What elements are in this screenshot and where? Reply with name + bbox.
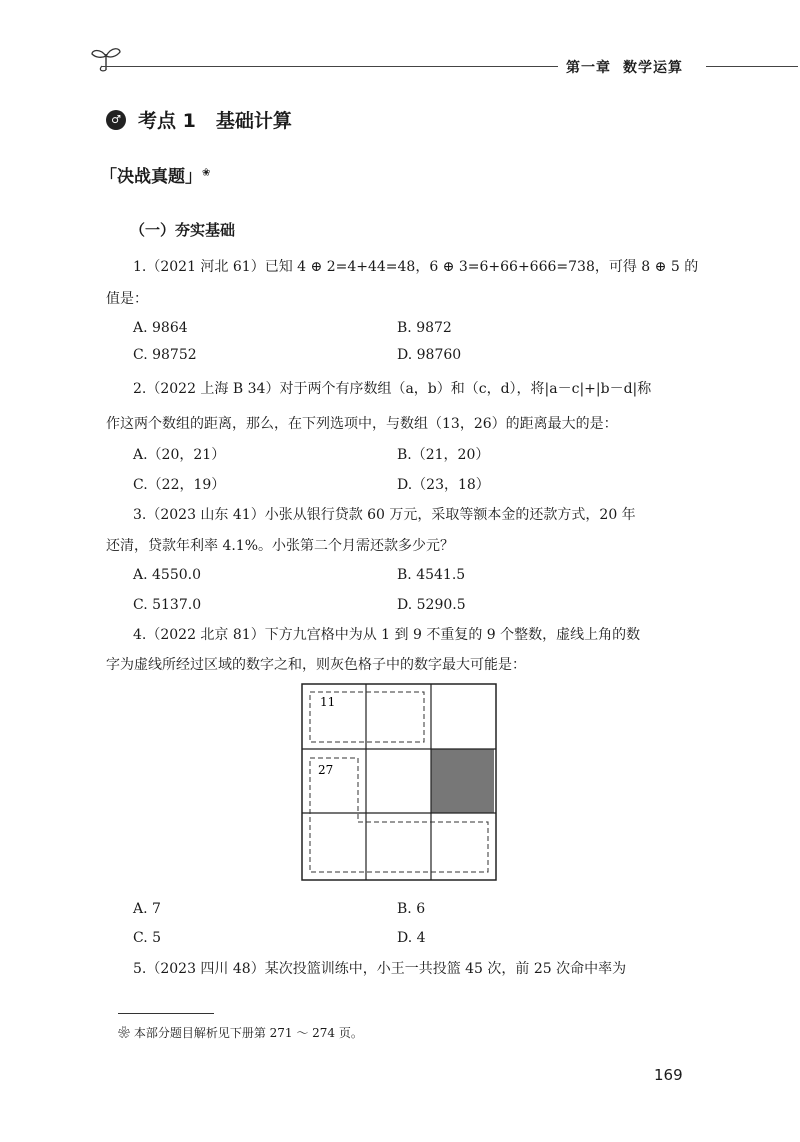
q4-option-c: C. 5 (133, 930, 162, 946)
section-name: 基础计算 (215, 110, 292, 132)
subtitle-text: 「决战真题」 (100, 167, 202, 187)
grid-label-11: 11 (320, 695, 336, 709)
nine-grid-figure (300, 682, 500, 884)
q1-option-a: A. 9864 (133, 320, 188, 336)
gray-cell (431, 749, 494, 813)
chapter-label: 第一章 (566, 60, 611, 76)
q2-option-d: D.（23，18） (397, 477, 490, 493)
chapter-title: 数学运算 (623, 60, 683, 76)
q4-option-d: D. 4 (397, 930, 426, 946)
q4-option-b: B. 6 (397, 901, 426, 917)
question-1-line-2: 值是： (106, 291, 148, 307)
part-title: （一）夯实基础 (130, 221, 236, 239)
q2-option-a: A.（20，21） (133, 447, 226, 463)
q1-option-c: C. 98752 (133, 347, 197, 363)
leaf-icon (88, 44, 124, 72)
header-rule (102, 66, 558, 67)
section-label: 考点 1 (138, 110, 196, 132)
question-3-line-1: 3.（2023 山东 41）小张从银行贷款 60 万元，采取等额本金的还款方式，20 年 (133, 507, 636, 523)
question-2-line-1: 2.（2022 上海 B 34）对于两个有序数组（a，b）和（c，d），将|a－c|+|b－d|称 (133, 381, 652, 397)
question-4-line-2: 字为虚线所经过区域的数字之和，则灰色格子中的数字最大可能是： (106, 657, 526, 673)
question-4-line-1: 4.（2022 北京 81）下方九宫格中为从 1 到 9 不重复的 9 个整数，虚线上角的数 (133, 627, 641, 643)
question-5-line-1: 5.（2023 四川 48）某次投篮训练中，小王一共投篮 45 次，前 25 次命中率为 (133, 961, 627, 977)
flower-mark-icon: ❀ (202, 167, 211, 179)
section-title (106, 106, 292, 133)
header-rule (706, 66, 798, 67)
section-badge-icon: ♂ (106, 110, 126, 130)
q3-option-c: C. 5137.0 (133, 597, 202, 613)
q3-option-a: A. 4550.0 (133, 567, 201, 583)
q3-option-b: B. 4541.5 (397, 567, 466, 583)
footnote-rule (118, 1013, 214, 1014)
q1-option-b: B. 9872 (397, 320, 452, 336)
page-number: 169 (654, 1066, 683, 1084)
q1-option-d: D. 98760 (397, 347, 462, 363)
q3-option-d: D. 5290.5 (397, 597, 466, 613)
q2-option-b: B.（21，20） (397, 447, 490, 463)
subtitle (100, 162, 210, 187)
grid-label-27: 27 (318, 763, 334, 777)
question-3-line-2: 还清，贷款年利率 4.1%。小张第二个月需还款多少元？ (106, 538, 455, 554)
q2-option-c: C.（22，19） (133, 477, 226, 493)
question-1-line-1: 1.（2021 河北 61）已知 4 ⊕ 2=4+44=48，6 ⊕ 3=6+66+666=738，可得 8 ⊕ 5 的 (133, 259, 699, 275)
question-2-line-2: 作这两个数组的距离，那么，在下列选项中，与数组（13，26）的距离最大的是： (106, 416, 618, 432)
running-header (566, 57, 683, 77)
q4-option-a: A. 7 (133, 901, 161, 917)
footnote: ❀ 本部分题目解析见下册第 271 ～ 274 页。 (118, 1026, 363, 1040)
